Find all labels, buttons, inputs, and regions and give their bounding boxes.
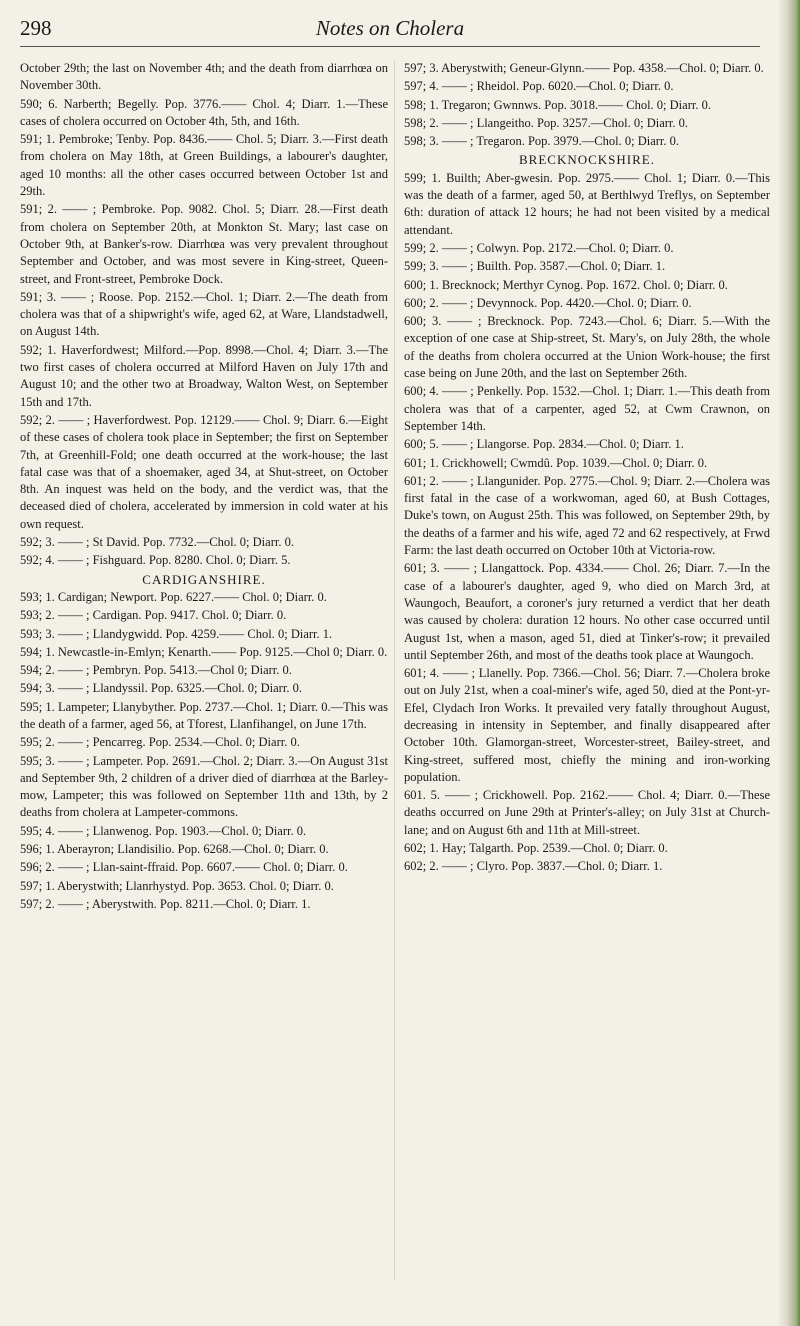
district-entry: 591; 3. —— ; Roose. Pop. 2152.—Chol. 1; Diarr. 2.—The death from cholera was that of a shipwright's wife, aged 62, at Ware, Llandstadwell, on August 14th. — [20, 289, 388, 339]
district-entry: 599; 3. —— ; Builth. Pop. 3587.—Chol. 0; Diarr. 1. — [404, 259, 666, 274]
district-entry: 598; 3. —— ; Tregaron. Pop. 3979.—Chol. 0; Diarr. 0. — [404, 134, 680, 149]
right-column — [404, 60, 770, 877]
district-entry: 591; 1. Pembroke; Tenby. Pop. 8436.—— Chol. 5; Diarr. 3.—First death from cholera on May 18th, at Green Buildings, a labourer's daughter, aged 10 months: all the other cases occurred between October 1st and 29th. — [20, 132, 388, 199]
district-entry: 601; 4. —— ; Llanelly. Pop. 7366.—Chol. 56; Diarr. 7.—Cholera broke out on July 21st, when a coal-miner's wife, aged 50, died at the Pont-yr-Efel, Clydach Iron Works. It prevailed very fatally throughout August, decreasing in intensity in September, and finally disappeared after October 10th. Glamorgan-street, Worcester-street, Bailey-street, and King-street, suffered most, chiefly the mining and iron-working population. — [404, 666, 770, 784]
district-entry: 595; 2. —— ; Pencarreg. Pop. 2534.—Chol. 0; Diarr. 0. — [20, 735, 300, 750]
page-edge — [778, 0, 800, 1326]
district-entry: 601; 3. —— ; Llangattock. Pop. 4334.—— Chol. 26; Diarr. 7.—In the case of a labourer's daughter, aged 9, who died on March 3rd, at Waungoch, Beaufort, a coroner's jury returned a verdict that her death was caused by cholera: duration 12 hours. No other case occurred until August 1st, when a mason, aged 51, died at Tinker's-row; it prevailed until September 26th, and most of the deaths took place at Waungoch. — [404, 561, 770, 662]
running-title: Notes on Cholera — [315, 16, 465, 40]
district-entry: 595; 3. —— ; Lampeter. Pop. 2691.—Chol. 2; Diarr. 3.—On August 31st and September 9th, 2 children of a driver died of diarrhœa at the Barley-mow, Lampeter; this was followed on September 11th and 13th, by 2 deaths from cholera at Lampeter-commons. — [20, 753, 388, 820]
district-entry: 598; 1. Tregaron; Gwnnws. Pop. 3018.—— Chol. 0; Diarr. 0. — [404, 97, 711, 112]
district-entry: 597; 3. Aberystwith; Geneur-Glynn.—— Pop. 4358.—Chol. 0; Diarr. 0. — [404, 61, 764, 75]
district-entry: 599; 2. —— ; Colwyn. Pop. 2172.—Chol. 0; Diarr. 0. — [404, 240, 674, 255]
district-entry: 600; 1. Brecknock; Merthyr Cynog. Pop. 1672. Chol. 0; Diarr. 0. — [404, 277, 728, 292]
district-entry: 600; 5. —— ; Llangorse. Pop. 2834.—Chol. 0; Diarr. 1. — [404, 437, 684, 452]
district-entry: 592; 4. —— ; Fishguard. Pop. 8280. Chol. 0; Diarr. 5. — [20, 553, 291, 568]
page-number: 298 — [20, 16, 52, 40]
district-entry: 600; 4. —— ; Penkelly. Pop. 1532.—Chol. 1; Diarr. 1.—This death from cholera was that of a carpenter, aged 52, at Cwm Crawnon, on September 14th. — [404, 384, 770, 433]
district-entry: 597; 2. —— ; Aberystwith. Pop. 8211.—Chol. 0; Diarr. 1. — [20, 896, 311, 911]
district-entry: 593; 2. —— ; Cardigan. Pop. 9417. Chol. 0; Diarr. 0. — [20, 608, 287, 623]
county-heading: BRECKNOCKSHIRE. — [519, 152, 655, 168]
district-entry: 594; 2. —— ; Pembryn. Pop. 5413.—Chol 0; Diarr. 0. — [20, 663, 292, 678]
district-entry: 596; 2. —— ; Llan-saint-ffraid. Pop. 6607.—— Chol. 0; Diarr. 0. — [20, 860, 348, 875]
district-entry: 600; 3. —— ; Brecknock. Pop. 7243.—Chol. 6; Diarr. 5.—With the exception of one case at Ship-street, St. Mary's, on July 28th, the whole of the deaths from cholera occurred at the Union Work-house; the first case being on June 20th, and the last on September 26th. — [404, 314, 770, 381]
district-entry: 597; 4. —— ; Rheidol. Pop. 6020.—Chol. 0; Diarr. 0. — [404, 79, 674, 94]
district-entry: October 29th; the last on November 4th; and the death from diarrhœa on November 30th. — [20, 61, 388, 93]
district-entry: 597; 1. Aberystwith; Llanrhystyd. Pop. 3653. Chol. 0; Diarr. 0. — [20, 878, 334, 893]
district-entry: 602; 1. Hay; Talgarth. Pop. 2539.—Chol. 0; Diarr. 0. — [404, 841, 668, 856]
district-entry: 594; 3. —— ; Llandyssil. Pop. 6325.—Chol. 0; Diarr. 0. — [20, 681, 302, 696]
district-entry: 599; 1. Builth; Aber-gwesin. Pop. 2975.—— Chol. 1; Diarr. 0.—This was the death of a farmer, aged 50, at Berthlwyd Treflys, on September 6th: duration of attack 12 hours; he had not been visited by a medical attendant. — [404, 170, 770, 237]
district-entry: 595; 1. Lampeter; Llanybyther. Pop. 2737.—Chol. 1; Diarr. 0.—This was the death of a farmer, aged 56, at Tforest, Llanfihangel, on June 17th. — [20, 699, 388, 731]
district-entry: 592; 1. Haverfordwest; Milford.—Pop. 8998.—Chol. 4; Diarr. 3.—The two first cases of cholera occurred at Milford Haven on July 17th and August 10; and the other two at Broadway, Walton West, on September 15th and 17th. — [20, 342, 388, 409]
district-entry: 601. 5. —— ; Crickhowell. Pop. 2162.—— Chol. 4; Diarr. 0.—These deaths occurred on June 29th at Printer's-alley; on July 31st at Church-lane; and on August 6th and 11th at Mill-street. — [404, 788, 770, 837]
district-entry: 601; 2. —— ; Llangunider. Pop. 2775.—Chol. 9; Diarr. 2.—Cholera was first fatal in the case of a workwoman, aged 60, at Bush Cottages, Duke's town, on August 25th. This was followed, on September 29th, by the deaths of a farmer and his wife, aged 72 and 62 respectively, at Frwd Farm: the last death occurred on October 10th at Victoria-row. — [404, 473, 770, 558]
district-entry: 601; 1. Crickhowell; Cwmdû. Pop. 1039.—Chol. 0; Diarr. 0. — [404, 455, 708, 470]
district-entry: 593; 1. Cardigan; Newport. Pop. 6227.—— Chol. 0; Diarr. 0. — [20, 589, 327, 604]
district-entry: 602; 2. —— ; Clyro. Pop. 3837.—Chol. 0; Diarr. 1. — [404, 859, 663, 874]
district-entry: 592; 3. —— ; St David. Pop. 7732.—Chol. 0; Diarr. 0. — [20, 535, 294, 550]
district-entry: 593; 3. —— ; Llandygwidd. Pop. 4259.—— Chol. 0; Diarr. 1. — [20, 626, 333, 641]
column-gutter — [394, 60, 395, 1280]
county-heading: CARDIGANSHIRE. — [142, 571, 266, 587]
district-entry: 596; 1. Aberayron; Llandisilio. Pop. 6268.—Chol. 0; Diarr. 0. — [20, 842, 329, 857]
district-entry: 598; 2. —— ; Llangeitho. Pop. 3257.—Chol. 0; Diarr. 0. — [404, 115, 689, 130]
district-entry: 594; 1. Newcastle-in-Emlyn; Kenarth.—— Pop. 9125.—Chol 0; Diarr. 0. — [20, 644, 388, 659]
left-column — [20, 60, 388, 914]
district-entry: 595; 4. —— ; Llanwenog. Pop. 1903.—Chol. 0; Diarr. 0. — [20, 823, 307, 838]
header-rule — [20, 46, 760, 47]
district-entry: 590; 6. Narberth; Begelly. Pop. 3776.—— Chol. 4; Diarr. 1.—These cases of cholera occurred on October 4th, 5th, and 16th. — [20, 96, 388, 128]
district-entry: 591; 2. —— ; Pembroke. Pop. 9082. Chol. 5; Diarr. 28.—First death from cholera on September 20th, at Monkton St. Mary; last case on October 9th, at Banker's-row. Diarrhœa was very prevalent throughout September and October, and was most severe in King-street, Queen-street, and Front-street, Pembroke Dock. — [20, 202, 388, 286]
district-entry: 600; 2. —— ; Devynnock. Pop. 4420.—Chol. 0; Diarr. 0. — [404, 295, 692, 310]
district-entry: 592; 2. —— ; Haverfordwest. Pop. 12129.—— Chol. 9; Diarr. 6.—Eight of these cases of cholera took place in September; the first on September 7th, at Greenhill-Fold; one death occurred at the work-house; the last fatal case was that of a shoemaker, aged 34, at Shut-street, on October 8th. An inquest was held on the body, and the verdict was, that the deceased died of cholera, accelerated by immersion in cold water at his own request. — [20, 412, 388, 531]
